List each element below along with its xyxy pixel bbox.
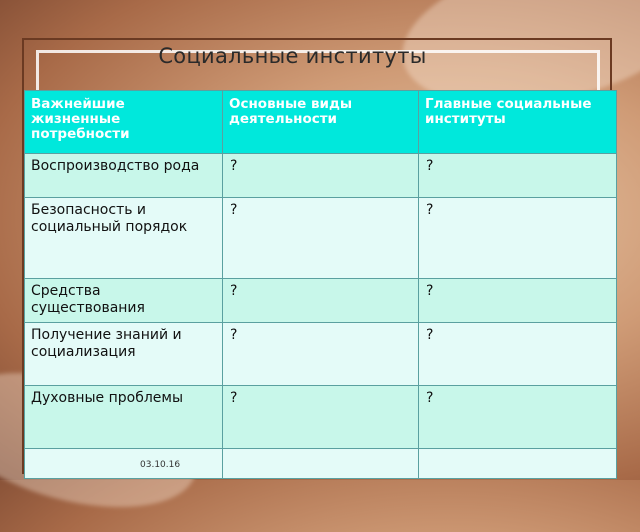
table-row [25, 279, 617, 323]
activity-cell: ? [223, 198, 419, 279]
institution-cell: ? [419, 386, 617, 449]
activity-cell: ? [223, 386, 419, 449]
header-institutions: Главные социальные институты [419, 91, 617, 154]
institution-cell [419, 449, 617, 479]
need-cell: Воспроизводство рода [25, 154, 223, 198]
institution-cell: ? [419, 279, 617, 323]
institution-cell: ? [419, 198, 617, 279]
header-activities: Основные виды деятельности [223, 91, 419, 154]
activity-cell [223, 449, 419, 479]
slide-title: Социальные институты [158, 44, 427, 68]
institution-cell: ? [419, 154, 617, 198]
activity-cell: ? [223, 154, 419, 198]
need-cell [25, 449, 223, 479]
need-cell: Средства существования [25, 279, 223, 323]
table-row-empty [25, 449, 617, 479]
need-cell: Духовные проблемы [25, 386, 223, 449]
institutions-table [24, 90, 617, 479]
table-row [25, 386, 617, 449]
institution-cell: ? [419, 323, 617, 386]
activity-cell: ? [223, 323, 419, 386]
activity-cell: ? [223, 279, 419, 323]
table-header-row [25, 91, 617, 154]
header-needs: Важнейшие жизненные потребности [25, 91, 223, 154]
slide-date: 03.10.16 [140, 460, 181, 470]
table-row [25, 323, 617, 386]
need-cell: Безопасность и социальный порядок [25, 198, 223, 279]
need-cell: Получение знаний и социализация [25, 323, 223, 386]
table-row [25, 198, 617, 279]
table-row [25, 154, 617, 198]
